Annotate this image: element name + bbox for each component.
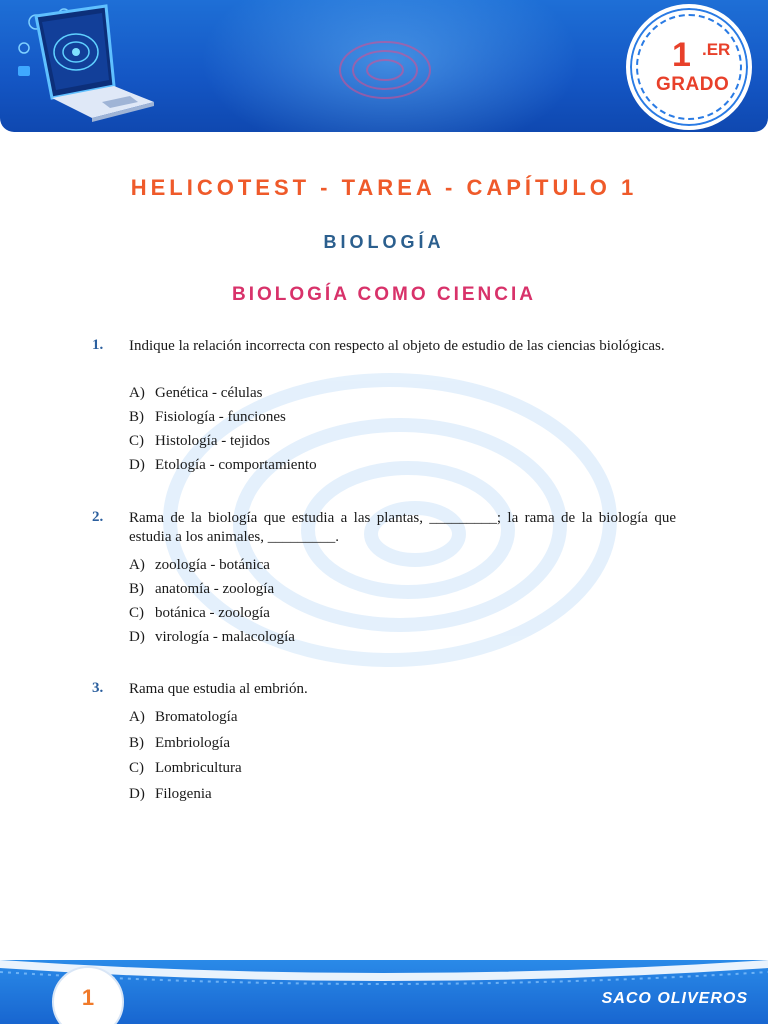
option-letter: A) [129,385,145,401]
option-letter: D) [129,785,145,802]
question-number: 2. [92,509,104,525]
option-letter: B) [129,581,144,597]
option-text: Genética - células [155,385,263,401]
option-text: Histología - tejidos [155,433,270,449]
grade-superscript: .ER [702,40,731,59]
question-number: 3. [92,680,104,696]
option-letter: C) [129,760,144,776]
option-letter: B) [129,409,144,425]
question-number: 1. [92,337,104,353]
option-a[interactable] [129,381,317,405]
option-text: zoología - botánica [155,557,270,573]
option-letter: C) [129,605,144,621]
page-title: HELICOTEST - TAREA - CAPÍTULO 1 [130,175,638,200]
spiral-icon [335,35,435,105]
brand-logo: SACO OLIVEROS [601,990,748,1007]
option-c[interactable] [129,756,242,782]
option-list [129,553,295,649]
option-d[interactable] [129,625,295,649]
option-c[interactable] [129,601,295,625]
header-banner [0,0,768,132]
option-text: anatomía - zoología [155,581,275,597]
laptop-icon [14,4,164,126]
option-list [129,705,242,807]
option-text: virología - malacología [155,629,295,645]
option-list [129,381,317,477]
grade-badge [626,4,752,130]
option-text: Lombricultura [155,760,242,776]
option-text: Etología - comportamiento [155,457,317,473]
option-letter: B) [129,734,144,751]
option-a[interactable] [129,553,295,577]
option-letter: A) [129,557,145,573]
option-text: Filogenia [155,785,212,802]
subject-title: BIOLOGÍA [323,232,445,252]
option-d[interactable] [129,782,242,808]
option-letter: D) [129,629,145,645]
option-text: Embriología [155,734,230,751]
option-letter: D) [129,457,145,473]
question-text: Rama que estudia al embrión. [129,681,308,697]
question-text: Indique la relación incorrecta con respecto al objeto de estudio de las ciencias biológicas. [129,338,665,354]
option-c[interactable] [129,429,317,453]
option-text: Fisiología - funciones [155,409,286,425]
grade-number: 1 [672,36,691,74]
option-text: botánica - zoología [155,605,270,621]
grade-label: GRADO [656,74,730,95]
option-letter: C) [129,433,144,449]
option-b[interactable] [129,577,295,601]
option-text: Bromatología [155,709,238,725]
page-number: 1 [81,985,95,1010]
topic-title: BIOLOGÍA COMO CIENCIA [231,284,537,305]
option-d[interactable] [129,453,317,477]
option-b[interactable] [129,731,242,757]
option-letter: A) [129,709,145,725]
question-text: Rama de la biología que estudia a las plantas, _________; la rama de la biología que estudia a los animales, _________. [129,510,676,545]
option-b[interactable] [129,405,317,429]
option-a[interactable] [129,705,242,731]
